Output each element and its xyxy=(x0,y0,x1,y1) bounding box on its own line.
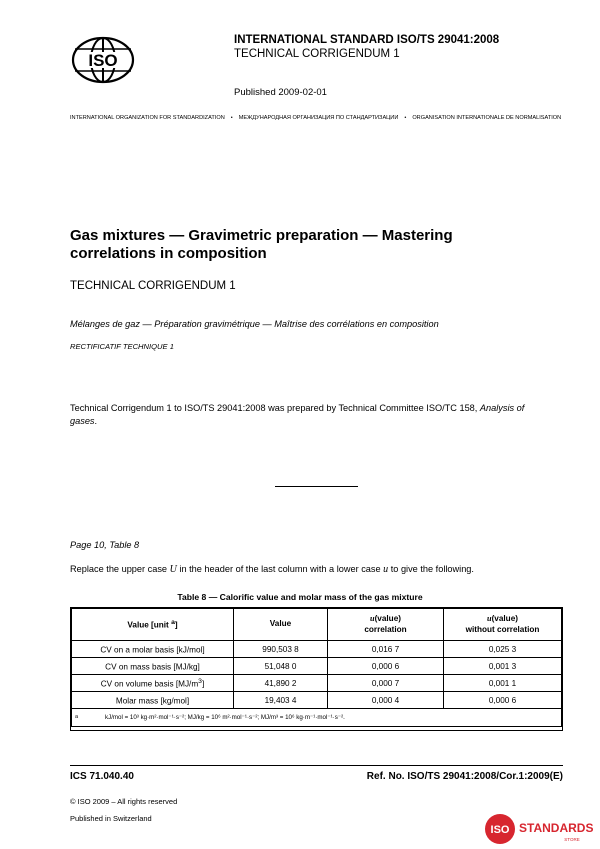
table-footnote xyxy=(72,709,562,727)
row-u-correlation: 0,000 7 xyxy=(328,675,444,692)
page-reference: Page 10, Table 8 xyxy=(70,540,140,550)
intro-end: . xyxy=(94,415,98,426)
intro-paragraph xyxy=(70,402,530,427)
published-in: Published in Switzerland xyxy=(70,814,152,823)
table-header-row xyxy=(72,609,562,641)
table-row xyxy=(72,675,562,692)
row-u-without-correlation: 0,001 1 xyxy=(444,675,562,692)
footnote-text: kJ/mol = 10³ kg·m²·mol⁻¹·s⁻²; MJ/kg = 10⁶ m²·mol⁻¹·s⁻²; MJ/m³ = 10⁶ kg·m⁻¹·mol⁻¹·s⁻². xyxy=(105,714,345,721)
org-separator: • xyxy=(230,115,233,121)
table-row xyxy=(72,641,562,658)
org-separator: • xyxy=(404,115,407,121)
published-date: Published 2009-02-01 xyxy=(234,87,327,98)
row-u-correlation: 0,000 4 xyxy=(328,692,444,709)
row-u-without-correlation: 0,000 6 xyxy=(444,692,562,709)
copyright-notice: © ISO 2009 – All rights reserved xyxy=(70,797,178,806)
store-standards-text: STANDARDS xyxy=(519,821,594,835)
table-footnote-row xyxy=(72,709,562,727)
row-label: CV on mass basis [MJ/kg] xyxy=(72,658,234,675)
ics-code: ICS 71.040.40 xyxy=(70,771,134,782)
row-value: 19,403 4 xyxy=(234,692,328,709)
table-row xyxy=(72,658,562,675)
row-label: CV on a molar basis [kJ/mol] xyxy=(72,641,234,658)
iso-standards-store-logo xyxy=(484,812,594,846)
org-name-en: INTERNATIONAL ORGANIZATION FOR STANDARDIZATION xyxy=(70,115,225,121)
organization-names xyxy=(70,115,564,121)
header-value-unit: Value [unit $^a$] xyxy=(72,609,234,641)
row-value: 41,890 2 xyxy=(234,675,328,692)
row-u-correlation: 0,000 6 xyxy=(328,658,444,675)
iso-logo xyxy=(70,36,136,84)
header-value: Value xyxy=(234,609,328,641)
footer-rule xyxy=(70,765,563,766)
table-title: Table 8 — Calorific value and molar mass of the gas mixture xyxy=(177,592,423,602)
row-label: Molar mass [kg/mol] xyxy=(72,692,234,709)
document-title-french: Mélanges de gaz — Préparation gravimétrique — Maîtrise des corrélations en composition xyxy=(70,319,439,329)
row-u-without-correlation: 0,025 3 xyxy=(444,641,562,658)
technical-corrigendum-heading: TECHNICAL CORRIGENDUM 1 xyxy=(70,280,236,292)
org-name-fr: ORGANISATION INTERNATIONALE DE NORMALISATION xyxy=(412,115,562,121)
section-divider xyxy=(275,486,358,487)
intro-committee-name: Analysis of gases xyxy=(70,403,525,426)
row-value: 51,048 0 xyxy=(234,658,328,675)
row-value: 990,503 8 xyxy=(234,641,328,658)
org-name-ru: МЕЖДУНАРОДНАЯ ОРГАНИЗАЦИЯ ПО СТАНДАРТИЗАЦИИ xyxy=(238,115,399,121)
standard-number: INTERNATIONAL STANDARD ISO/TS 29041:2008 xyxy=(234,34,500,46)
intro-text: Technical Corrigendum 1 to ISO/TS 29041:2008 was prepared by Technical Committee ISO/TC 158, xyxy=(70,403,480,413)
lower-case-u: u xyxy=(383,564,389,575)
footnote-mark: a xyxy=(75,714,79,720)
upper-case-u: U xyxy=(169,564,177,575)
corrigendum-label: TECHNICAL CORRIGENDUM 1 xyxy=(234,48,400,60)
correction-instruction: Replace the upper case U in the header of the last column with a lower case u to give the following. xyxy=(70,564,474,575)
document-title: Gas mixtures — Gravimetric preparation — Mastering correlations in composition xyxy=(70,227,453,262)
calorific-value-table xyxy=(70,607,563,731)
reference-number: Ref. No. ISO/TS 29041:2008/Cor.1:2009(E) xyxy=(366,771,563,782)
header-u-without-correlation: u(value) without correlation xyxy=(444,609,562,641)
rectificatif-heading: RECTIFICATIF TECHNIQUE 1 xyxy=(70,342,174,351)
row-label: CV on volume basis $[MJ/m^3]$ xyxy=(72,675,234,692)
header-u-correlation: u(value) correlation xyxy=(328,609,444,641)
row-u-without-correlation: 0,001 3 xyxy=(444,658,562,675)
table-row xyxy=(72,692,562,709)
row-u-correlation: 0,016 7 xyxy=(328,641,444,658)
iso-logo-text: ISO xyxy=(88,51,118,70)
store-store-text: STORE xyxy=(564,837,580,842)
store-iso-text: ISO xyxy=(490,824,510,836)
